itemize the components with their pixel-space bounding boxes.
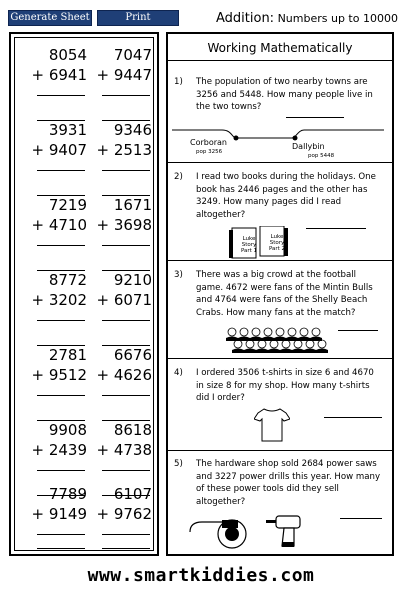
sum-divider-line [102, 170, 150, 171]
sum-bottom-number: + 2513 [96, 141, 152, 159]
town-corboran-name: Corboran [190, 138, 228, 147]
problem-text: The hardware shop sold 2684 power saws and 3227 power drills this year. How many of these power tools did they sell altogether? [196, 459, 381, 507]
book-1-line-2: Story [241, 242, 257, 248]
sum-top-number: 2781 [48, 346, 87, 364]
sum-bottom-number: + 9149 [31, 505, 87, 523]
book-1-label [239, 236, 259, 254]
sum-divider-line [102, 95, 150, 96]
power-saw-icon [188, 512, 250, 550]
sum-item [90, 484, 154, 524]
sum-item [25, 195, 89, 235]
sum-top-number: 7219 [48, 196, 87, 214]
sum-bottom-number: + 9762 [96, 505, 152, 523]
problem-number: 1) [174, 77, 183, 87]
answer-line [324, 417, 382, 418]
sum-item [25, 270, 89, 310]
problem-number: 5) [174, 459, 183, 469]
problem-number: 4) [174, 368, 183, 378]
answer-line [338, 330, 378, 331]
sum-bottom-number: + 6941 [31, 66, 87, 84]
sum-item [90, 420, 154, 460]
sum-bottom-number: + 3202 [31, 291, 87, 309]
sum-divider-line [102, 534, 150, 535]
sum-item [25, 484, 89, 524]
sum-divider-line [37, 534, 85, 535]
sum-top-number: 8618 [113, 421, 152, 439]
panel-title: Working Mathematically [207, 41, 353, 55]
problem-text: I read two books during the holidays. One book has 2446 pages and the other has 3249. How many pages did I read altogether? [196, 172, 376, 220]
sum-item [25, 420, 89, 460]
sum-top-number: 6676 [113, 346, 152, 364]
sum-bottom-number: + 4738 [96, 441, 152, 459]
sum-bottom-number: + 9407 [31, 141, 87, 159]
sum-item [25, 45, 89, 85]
sum-bottom-number: + 6071 [96, 291, 152, 309]
problem-2 [174, 171, 386, 223]
sum-divider-line [37, 170, 85, 171]
sum-divider-line [102, 320, 150, 321]
answer-line [306, 228, 366, 229]
sum-top-number: 8772 [48, 271, 87, 289]
sum-item [25, 120, 89, 160]
problem-text: I ordered 3506 t-shirts in size 6 and 4670 in size 8 for my shop. How many t-shirts did I order? [196, 368, 374, 403]
problem-text: There was a big crowd at the football game. 4672 were fans of the Mintin Bulls and 4764 were fans of the Shelly Beach Crabs. How many fans at the match? [196, 270, 373, 318]
sum-item [90, 195, 154, 235]
generate-sheet-button[interactable]: Generate Sheet [8, 10, 92, 26]
sum-top-number: 3931 [48, 121, 87, 139]
sum-top-number: 1671 [113, 196, 152, 214]
sums-panel [9, 32, 159, 556]
sum-top-number: 9908 [48, 421, 87, 439]
header-title: Addition: [216, 11, 275, 26]
sum-item [90, 345, 154, 385]
sum-bottom-number: + 3698 [96, 216, 152, 234]
sum-top-number: 6107 [113, 485, 152, 503]
sum-divider-line [37, 470, 85, 471]
book-2-line-1: Luke [270, 234, 284, 240]
sum-divider-line [102, 395, 150, 396]
problem-1 [174, 76, 386, 116]
sum-divider-line [37, 395, 85, 396]
answer-line [286, 117, 344, 118]
town-dallybin-pop: pop 5448 [308, 153, 335, 159]
book-1-line-1: Luke [242, 236, 256, 242]
problem-4 [174, 367, 386, 407]
problem-divider [168, 260, 392, 261]
book-1-line-3: Part 1 [240, 248, 258, 254]
problem-5 [174, 458, 386, 510]
answer-line [102, 548, 150, 549]
sum-bottom-number: + 4710 [31, 216, 87, 234]
answer-line [340, 518, 382, 519]
worksheet-header [216, 11, 398, 26]
sum-bottom-number: + 4626 [96, 366, 152, 384]
sum-top-number: 7789 [48, 485, 87, 503]
problem-number: 2) [174, 172, 183, 182]
header-subtitle: Numbers up to 10000 [277, 12, 398, 25]
problem-divider [168, 162, 392, 163]
sum-divider-line [37, 320, 85, 321]
problem-number: 3) [174, 270, 183, 280]
print-button[interactable]: Print [97, 10, 179, 26]
sum-bottom-number: + 9512 [31, 366, 87, 384]
sum-divider-line [37, 245, 85, 246]
tshirt-icon [254, 407, 290, 443]
sum-top-number: 8054 [48, 46, 87, 64]
town-corboran-pop: pop 3256 [196, 149, 223, 155]
sum-bottom-number: + 9447 [96, 66, 152, 84]
book-2-label [267, 234, 287, 252]
sum-top-number: 9346 [113, 121, 152, 139]
sum-divider-line [102, 470, 150, 471]
sum-divider-line [37, 95, 85, 96]
sum-top-number: 9210 [113, 271, 152, 289]
problem-3 [174, 269, 386, 321]
power-drill-icon [266, 512, 306, 550]
sum-bottom-number: + 2439 [31, 441, 87, 459]
title-divider [168, 60, 392, 61]
footer-url: www.smartkiddies.com [87, 565, 315, 586]
problem-text: The population of two nearby towns are 3256 and 5448. How many people live in the two towns? [196, 77, 373, 112]
problem-divider [168, 358, 392, 359]
sum-top-number: 7047 [113, 46, 152, 64]
book-2-line-2: Story [269, 240, 285, 246]
town-dallybin-name: Dallybin [292, 142, 325, 151]
answer-line [37, 548, 85, 549]
sum-item [90, 120, 154, 160]
book-2-line-3: Part 2 [268, 246, 286, 252]
sum-item [25, 345, 89, 385]
sums-panel-inner [14, 37, 154, 551]
crowd-illustration [224, 324, 334, 354]
problem-divider [168, 450, 392, 451]
sum-item [90, 270, 154, 310]
sum-item [90, 45, 154, 85]
sum-divider-line [102, 245, 150, 246]
working-mathematically-panel [166, 32, 394, 556]
